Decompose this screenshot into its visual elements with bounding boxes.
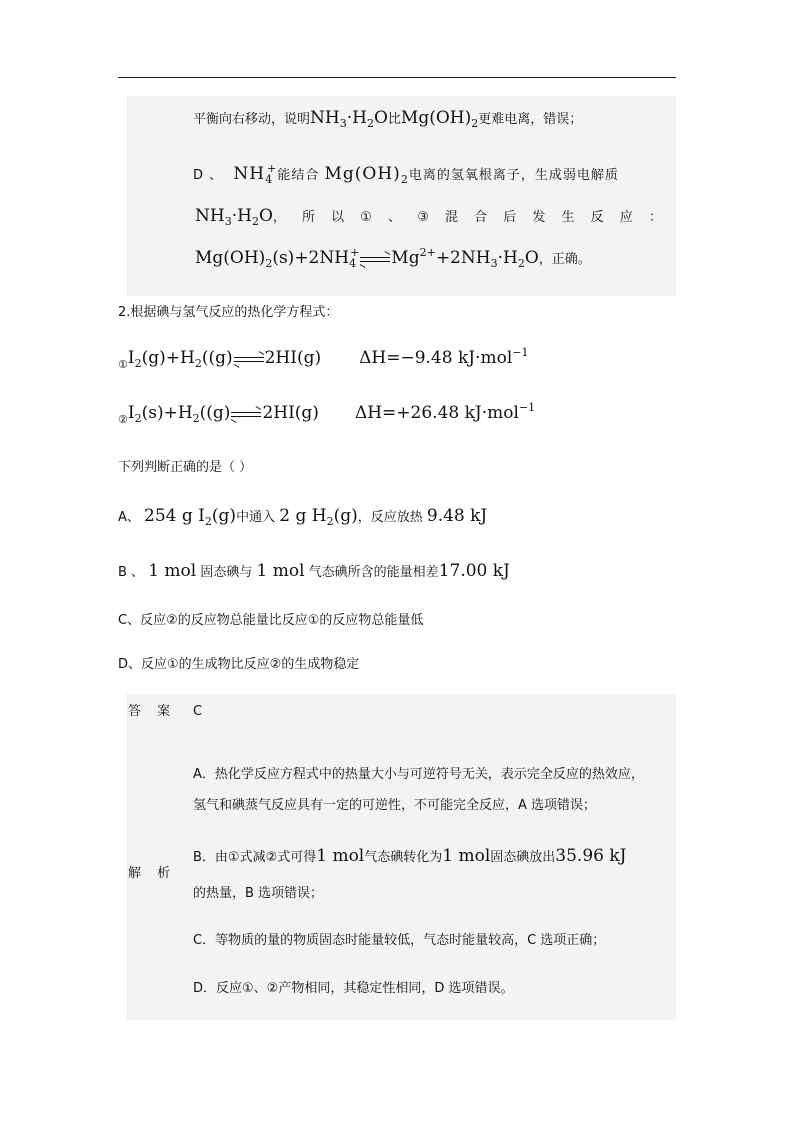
analysis-a-line-2: 氢气和碘蒸气反应具有一定的可逆性，不可能完全反应，A 选项错误；	[193, 798, 597, 813]
equilibrium-arrow-icon	[360, 255, 390, 265]
question-stem: 2.根据碘与氢气反应的热化学方程式：	[118, 305, 339, 320]
prev-line-3: $NH_3\cdot H_2O$， 所 以 ① 、 ③ 混 合 后 发 生 反 应 ：	[195, 206, 668, 228]
option-b: B 、 1 mol 固态碘与 1 mol 气态碘所含的能量相差17.00 kJ	[118, 561, 510, 581]
analysis-label: 解 析	[128, 866, 177, 881]
analysis-d: D．反应①、②产物相同，其稳定性相同，D 选项错误。	[193, 981, 514, 996]
option-d: D、反应①的生成物比反应②的生成物稳定	[118, 657, 360, 672]
prev-line-1: 平衡向右移动，说明$NH_3\cdot H_2O$比$Mg(OH)_2$更难电离，错误；	[193, 108, 583, 130]
equation-2: $_②I_2(s)+H_2((g)$ 2HI(g) ΔH=+26.48 kJ·mol$^{-1}$	[118, 401, 536, 426]
option-c: C、反应②的反应物总能量比反应①的反应物总能量低	[118, 613, 424, 628]
option-a: A、 254 g $I_2(g)$中通入 2 g $H_2(g)$，反应放热 9.48 kJ	[118, 506, 488, 528]
header-rule	[118, 77, 676, 78]
answer-label: 答 案	[128, 704, 177, 719]
prev-line-2: D 、 $NH_4^+$能结合 $Mg(OH)_2$电离的氢氧根离子，生成弱电解质	[193, 162, 619, 186]
answer-value: C	[193, 704, 203, 719]
analysis-b-line-2: 的热量，B 选项错误；	[193, 886, 324, 901]
analysis-b-line-1: B．由①式减②式可得1 mol气态碘转化为1 mol固态碘放出35.96 kJ	[193, 846, 627, 866]
equilibrium-arrow-icon	[231, 410, 261, 420]
prev-line-4-equation: $Mg(OH)_2(s)+2NH_4^+$ $Mg^{2+}+2NH_3\cdot H_2O$，正确。	[195, 246, 591, 270]
question-prompt: 下列判断正确的是（ ）	[118, 460, 253, 475]
equation-1: $_①I_2(g)+H_2((g)$ 2HI(g) ΔH=−9.48 kJ·mol$^{-1}$	[118, 346, 529, 371]
equilibrium-arrow-icon	[234, 355, 264, 365]
analysis-c: C．等物质的量的物质固态时能量较低，气态时能量较高，C 选项正确；	[193, 933, 606, 948]
analysis-a-line-1: A．热化学反应方程式中的热量大小与可逆符号无关，表示完全反应的热效应，	[193, 767, 644, 782]
